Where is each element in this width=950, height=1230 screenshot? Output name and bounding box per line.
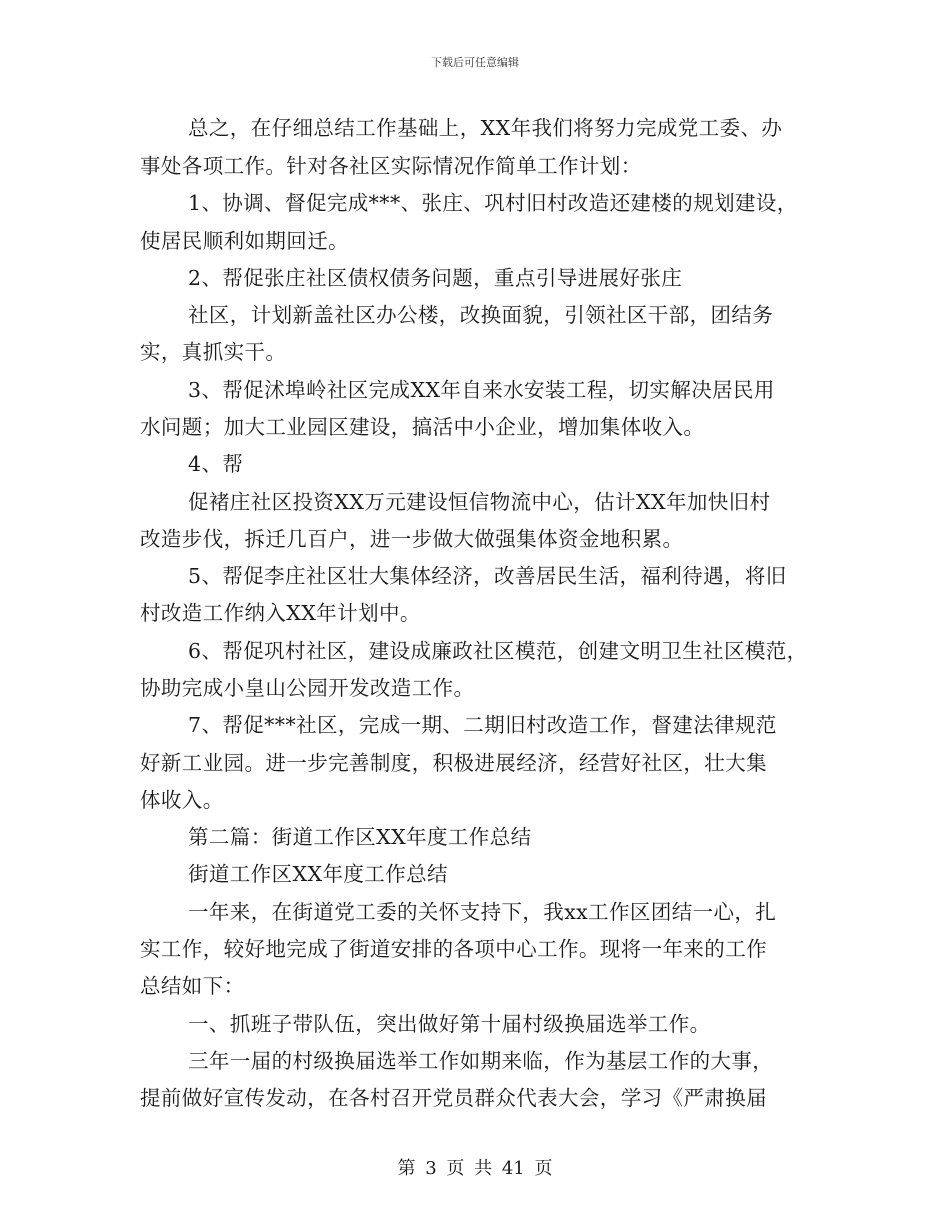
paragraph-line: 4、帮 xyxy=(188,452,244,476)
paragraph-line: 5、帮促李庄社区壮大集体经济，改善居民生活，福利待遇，将旧 xyxy=(188,564,787,588)
paragraph-line: 一年来，在街道党工委的关怀支持下，我xx工作区团结一心，扎 xyxy=(188,900,777,924)
paragraph-line: 7、帮促***社区，完成一期、二期旧村改造工作，督建法律规范 xyxy=(188,713,777,737)
paragraph-line: 使居民顺利如期回迁。 xyxy=(140,229,349,253)
paragraph-line: 6、帮促巩村社区，建设成廉政社区模范，创建文明卫生社区模范， xyxy=(188,639,808,663)
paragraph-line: 水问题；加大工业园区建设，搞活中小企业，增加集体收入。 xyxy=(140,415,705,439)
paragraph-line: 3、帮促沭埠岭社区完成XX年自来水安装工程，切实解决居民用 xyxy=(188,378,775,402)
paragraph-line: 总之，在仔细总结工作基础上，XX年我们将努力完成党工委、办 xyxy=(188,116,783,140)
paragraph-line: 好新工业园。进一步完善制度，积极进展经济，经营好社区，壮大集 xyxy=(140,751,767,775)
page-header-note: 下载后可任意编辑 xyxy=(431,56,519,69)
paragraph-line: 1、协调、督促完成***、张庄、巩村旧村改造还建楼的规划建设， xyxy=(188,191,798,215)
paragraph-line: 一、抓班子带队伍，突出做好第十届村级换届选举工作。 xyxy=(188,1012,711,1036)
section-subtitle: 街道工作区XX年度工作总结 xyxy=(188,862,448,886)
section-title: 第二篇：街道工作区XX年度工作总结 xyxy=(188,825,532,849)
paragraph-line: 社区，计划新盖社区办公楼，改换面貌，引领社区干部，团结务 xyxy=(188,303,774,327)
paragraph-line: 2、帮促张庄社区债权债务问题，重点引导进展好张庄 xyxy=(188,266,683,290)
paragraph-line: 提前做好宣传发动，在各村召开党员群众代表大会，学习《严肃换届 xyxy=(140,1086,767,1110)
paragraph-line: 村改造工作纳入XX年计划中。 xyxy=(140,601,421,625)
paragraph-line: 改造步伐，拆迁几百户，进一步做大做强集体资金地积累。 xyxy=(140,527,684,551)
paragraph-line: 三年一届的村级换届选举工作如期来临，作为基层工作的大事， xyxy=(188,1049,774,1073)
paragraph-line: 协助完成小皇山公园开发改造工作。 xyxy=(140,676,475,700)
paragraph-line: 体收入。 xyxy=(140,788,224,812)
paragraph-line: 总结如下： xyxy=(140,974,245,998)
page-number-footer: 第 3 页 共 41 页 xyxy=(397,1158,553,1179)
paragraph-line: 事处各项工作。针对各社区实际情况作简单工作计划： xyxy=(140,154,642,178)
paragraph-line: 实，真抓实干。 xyxy=(140,340,287,364)
paragraph-line: 实工作，较好地完成了街道安排的各项中心工作。现将一年来的工作 xyxy=(140,937,767,961)
paragraph-line: 促褚庄社区投资XX万元建设恒信物流中心，估计XX年加快旧村 xyxy=(188,490,771,514)
